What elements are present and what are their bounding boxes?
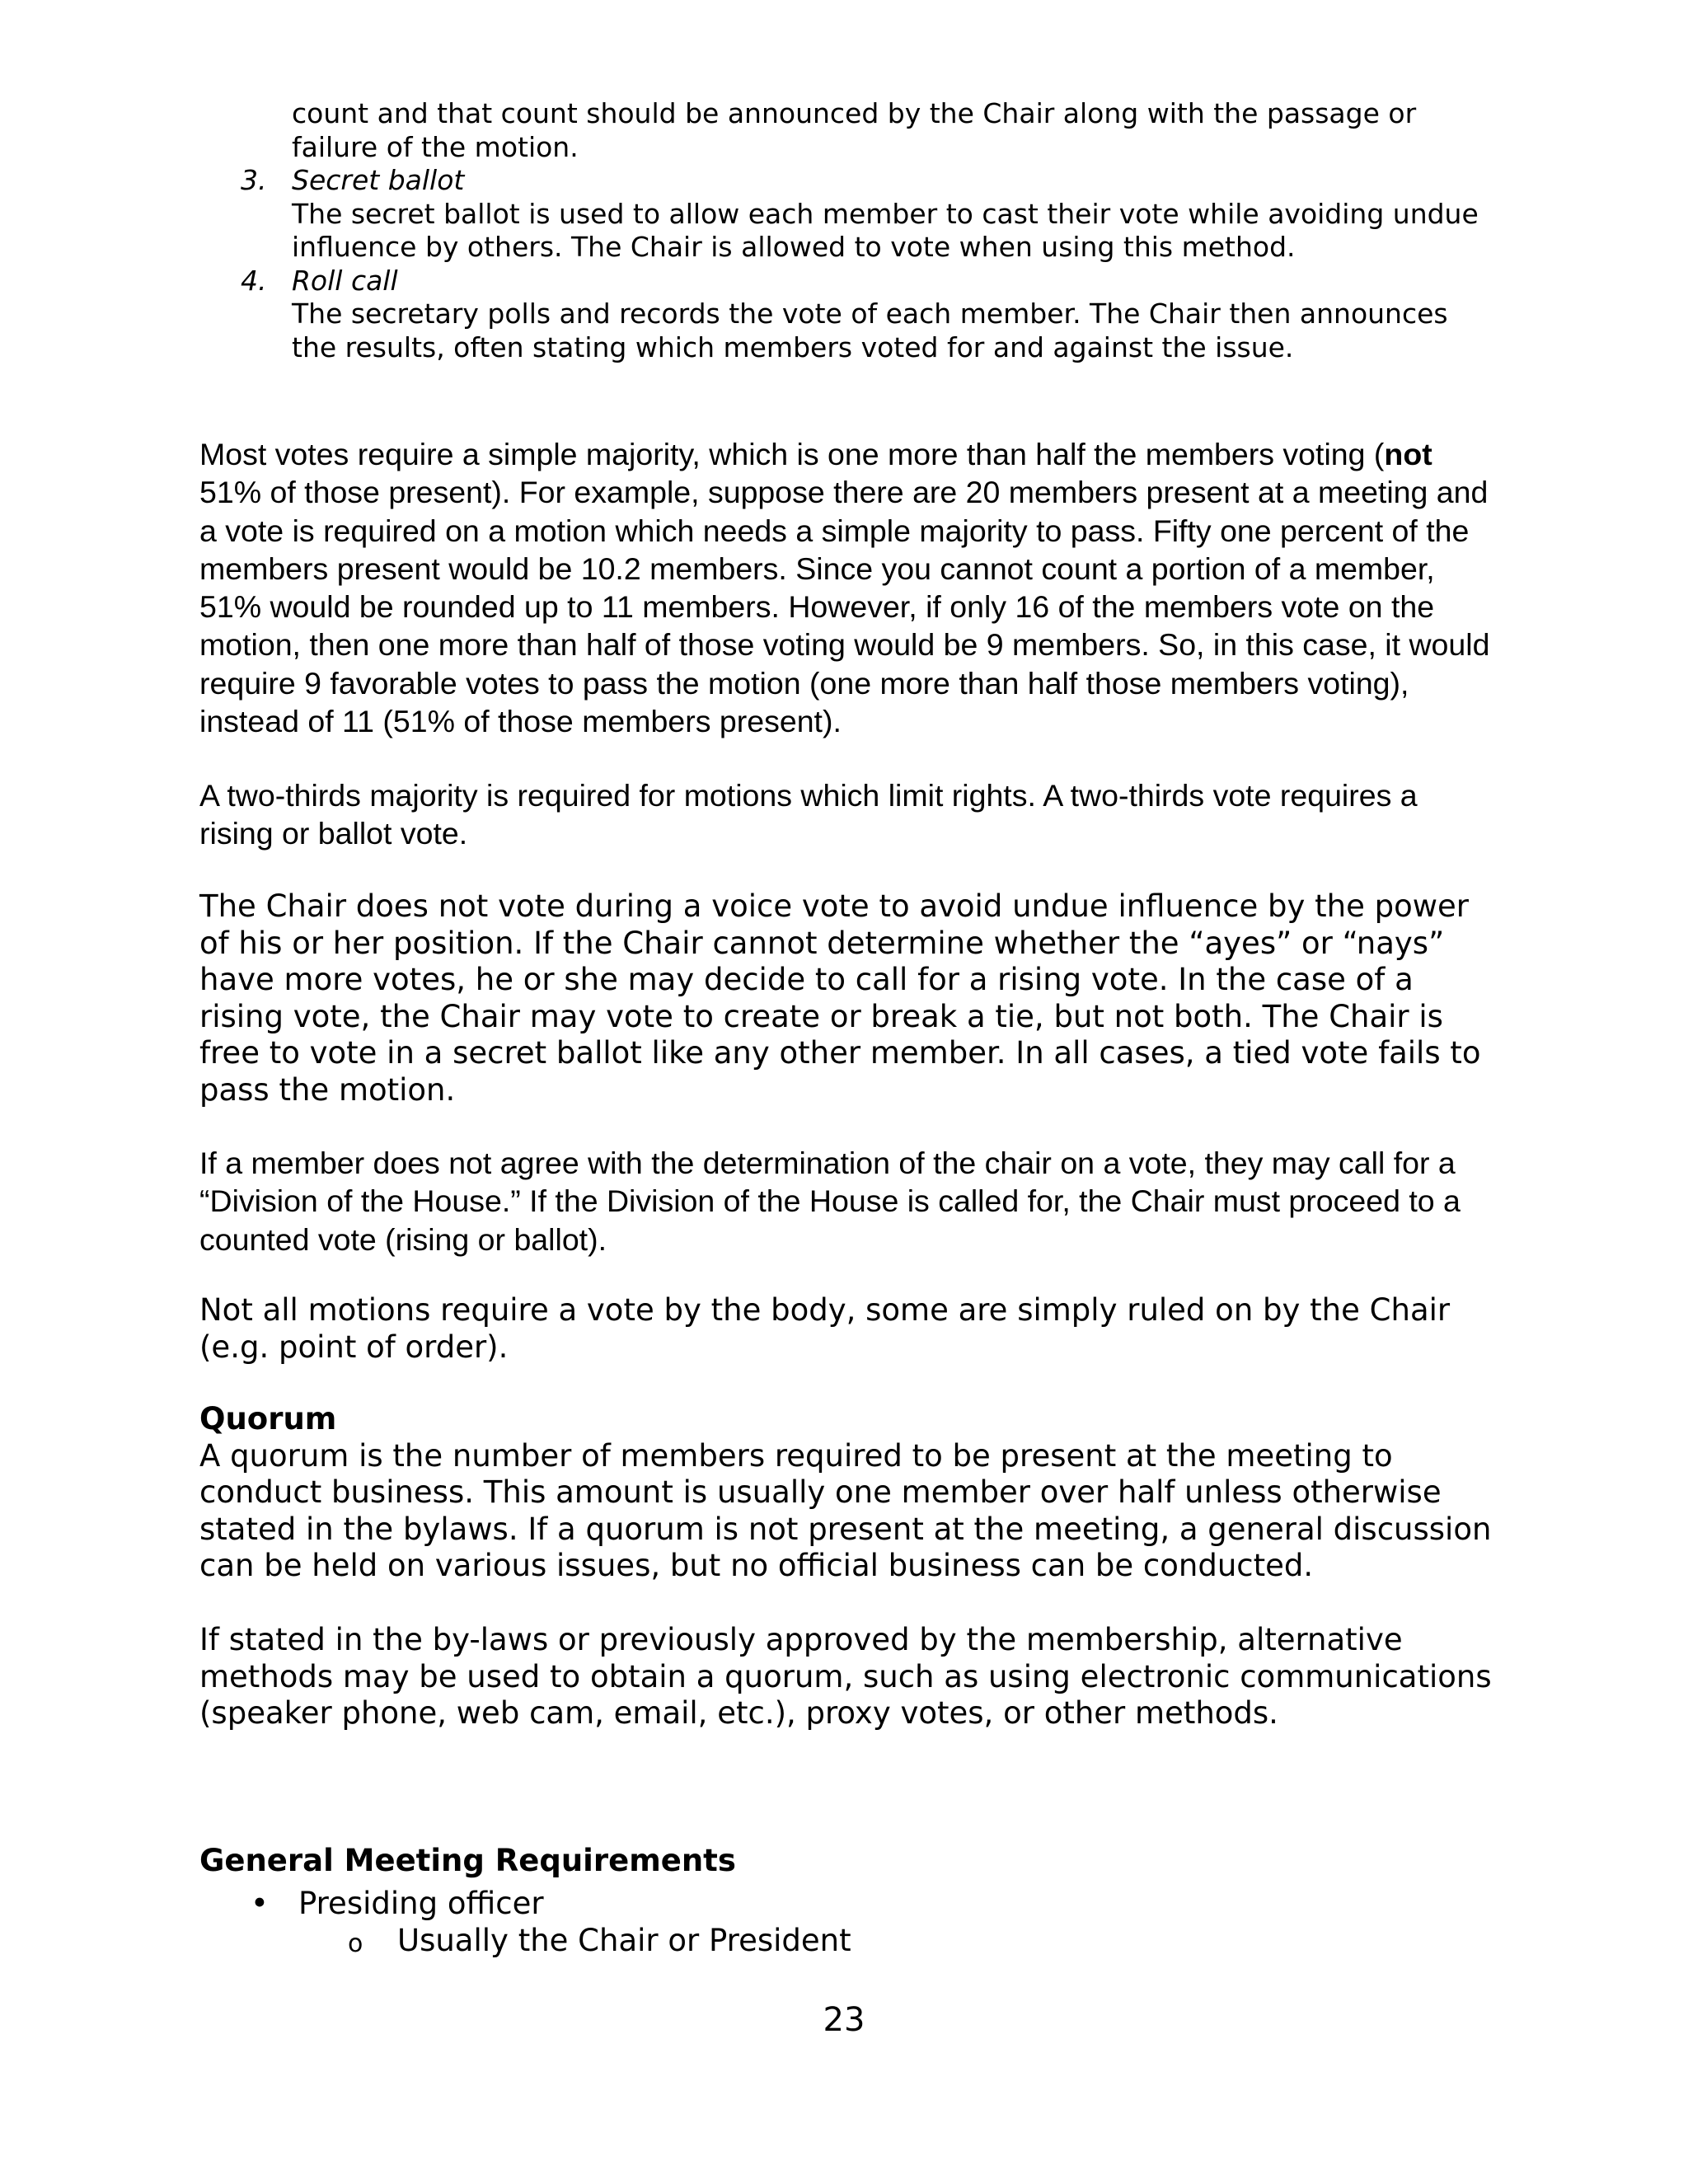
quorum-text: A quorum is the number of members required to be present at the meeting to conduct business. This amount is usually one member over half unless otherwise stated in the bylaws. If a quorum is not present at the meeting, a general discussion can be held on various issues, but no official business can be conducted. xyxy=(199,1437,1492,1584)
sub-list-item xyxy=(199,1923,1493,1960)
quorum-alternatives-paragraph: If stated in the by-laws or previously approved by the membership, alternative methods may be used to obtain a quorum, such as using electronic communications (speaker phone, web cam, email, etc.), proxy votes, or other methods. xyxy=(199,1622,1492,1732)
bullet-label: Presiding officer xyxy=(298,1886,544,1921)
list-item xyxy=(199,1886,1493,1923)
quorum-section xyxy=(199,1401,1493,1585)
list-item-text: The secretary polls and records the vote of each member. The Chair then announces the results, often stating which members voted for and against the issue. xyxy=(292,298,1448,363)
two-thirds-paragraph: A two-thirds majority is required for motions which limit rights. A two-thirds vote requires a rising or ballot vote. xyxy=(199,778,1418,851)
quorum-heading: Quorum xyxy=(199,1401,337,1436)
list-item-secret-ballot xyxy=(241,164,1487,265)
list-item-title: Secret ballot xyxy=(292,164,465,196)
list-continuation-text: count and that count should be announced by the Chair along with the passage or failure of the motion. xyxy=(292,97,1417,163)
chair-vote-paragraph: The Chair does not vote during a voice vote to avoid undue influence by the power of his or her position. If the Chair cannot determine whether the “ayes” or “nays” have more votes, he or she may decide to call for a rising vote. In the case of a rising vote, the Chair may vote to create or break a tie, but not both. The Chair is free to vote in a secret ballot like any other member. In all cases, a tied vote fails to pass the motion. xyxy=(199,888,1481,1108)
majority-text-end: 51% of those present). For example, suppose there are 20 members present at a meeting and a vote is required on a motion which needs a simple majority to pass. Fifty one percent of the members present would be 10.2 members. Since you cannot count a portion of a member, 51% would be rounded up to 11 members. However, if only 16 of the members vote on the motion, then one more than half of those voting would be 9 members. So, in this case, it would require 9 favorable votes to pass the motion (one more than half those members voting), instead of 11 (51% of those members present). xyxy=(199,475,1490,739)
list-item-roll-call xyxy=(241,264,1487,365)
simple-majority-paragraph xyxy=(199,435,1493,740)
list-item-number: 3. xyxy=(241,164,267,196)
list-item-title: Roll call xyxy=(292,264,398,297)
majority-text-start: Most votes require a simple majority, which is one more than half the members voting ( xyxy=(199,437,1385,471)
list-item-number: 4. xyxy=(241,264,267,297)
general-meeting-heading: General Meeting Requirements xyxy=(199,1843,736,1878)
voting-methods-list xyxy=(241,97,1487,364)
division-paragraph: If a member does not agree with the determination of the chair on a vote, they may call for a “Division of the House.” If the Division of the House is called for, the Chair must proceed to a counted vote (rising or ballot). xyxy=(199,1146,1461,1257)
page-number: 23 xyxy=(823,2001,865,2039)
not-all-motions-paragraph: Not all motions require a vote by the body, some are simply ruled on by the Chair (e.g. point of order). xyxy=(199,1292,1451,1365)
majority-bold-word: not xyxy=(1384,437,1432,471)
bullet-marker: • xyxy=(251,1886,269,1921)
sub-bullet-label: Usually the Chair or President xyxy=(397,1922,851,1958)
general-meeting-heading-wrap xyxy=(199,1843,1493,1880)
list-item-text: The secret ballot is used to allow each member to cast their vote while avoiding undue influence by others. The Chair is allowed to vote when using this method. xyxy=(292,197,1479,263)
sub-bullet-marker: o xyxy=(348,1929,363,1958)
general-meeting-list xyxy=(199,1886,1493,1959)
